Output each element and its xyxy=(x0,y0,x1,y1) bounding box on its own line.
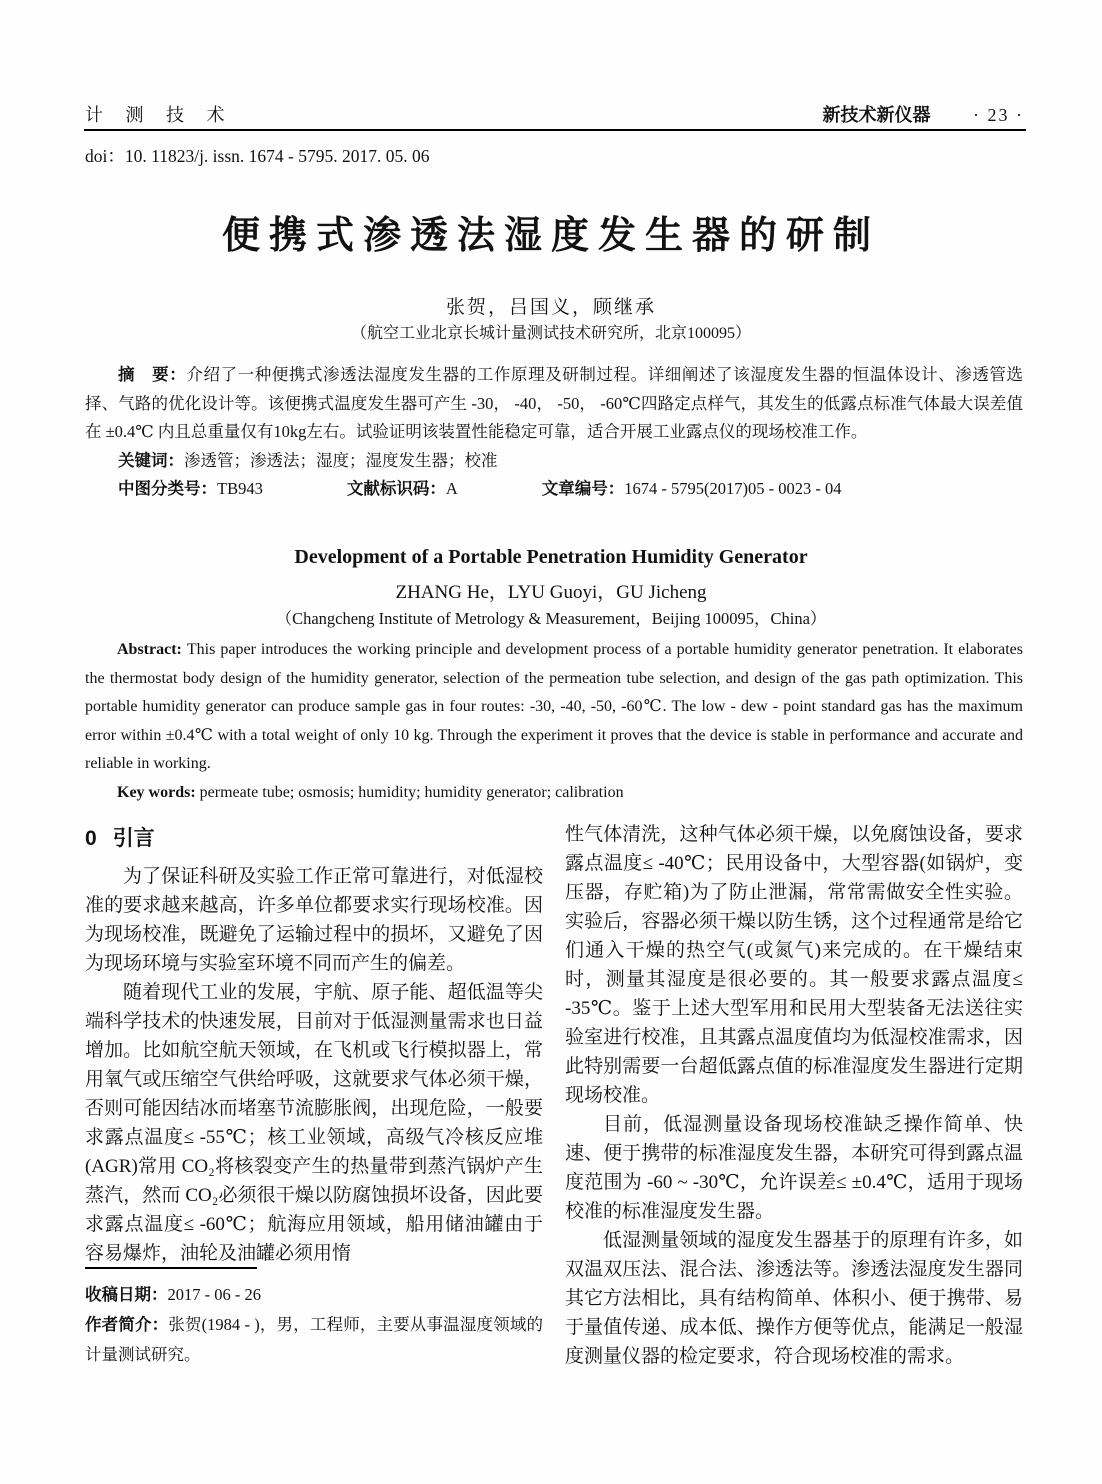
section-heading xyxy=(85,822,543,852)
doc-label: 文献标识码： xyxy=(346,480,446,498)
received-date-line xyxy=(85,1280,543,1310)
clc-label: 中图分类号： xyxy=(118,480,217,498)
page-header xyxy=(85,101,1024,127)
document-code xyxy=(347,479,458,498)
english-meta-block xyxy=(85,636,1023,807)
paragraph: 为了保证科研及实验工作正常可靠进行，对低湿校准的要求越来越高，许多单位都要求实行现场校准。因为现场校准，既避免了运输过程中的损坏，又避免了因为现场环境与实验室环境不同而产生的偏差。 xyxy=(85,866,543,974)
section-title: 引言 xyxy=(112,827,155,850)
article-number xyxy=(542,479,842,498)
affiliation-cn: （航空工业北京长城计量测试技术研究所，北京100095） xyxy=(350,325,751,342)
keywords-text-cn: 渗透管；渗透法；湿度；湿度发生器；校准 xyxy=(184,450,498,470)
keywords-label-cn: 关键词： xyxy=(118,451,184,470)
page-number: · 23 · xyxy=(973,105,1024,125)
doc-code: A xyxy=(445,479,458,498)
article-label: 文章编号： xyxy=(541,480,625,498)
doi-line: doi：10. 11823/j. issn. 1674 - 5795. 2017. 05. 06 xyxy=(85,146,430,166)
keywords-label-en: Key words: xyxy=(117,783,196,801)
received-date: 2017 - 06 - 26 xyxy=(167,1285,261,1304)
body-column-right xyxy=(565,820,1023,1371)
paragraph: 低湿测量领域的湿度发生器基于的原理有许多，如双温双压法、混合法、渗透法等。渗透法湿度发生器同其它方法相比，具有结构简单、体积小、便于携带、易于量值传递、成本低、操作方便等优点，能满足一般湿度测量仪器的检定要求，符合现场校准的需求。 xyxy=(565,1230,1023,1367)
footnote-block xyxy=(85,1280,543,1369)
abstract-label-en: Abstract: xyxy=(117,641,182,658)
clc-number xyxy=(118,479,263,498)
paragraph: 性气体清洗，这种气体必须干燥，以免腐蚀设备，要求露点温度≤ -40℃；民用设备中，大型容器(如锅炉，变压器，存贮箱)为了防止泄漏，常常需做安全性实验。实验后，容器必须干燥以防生锈，这个过程通常是给它们通入干燥的热空气(或氮气)来完成的。在干燥结束时，测量其湿度是很必要的。其一般要求露点温度≤ -35℃。鉴于上述大型军用和民用大型装备无法送往实验室进行校准，且其露点温度值均为低湿校准需求，因此特别需要一台超低露点值的标准湿度发生器进行定期现场校准。 xyxy=(565,824,1023,1106)
journal-name: 计 测 技 术 xyxy=(85,105,234,125)
abstract-cn xyxy=(85,361,1023,447)
abstract-text-en: This paper introduces the working principle and development process of a portable humidity generator penetration. It elaborates the thermostat body design of the humidity generator, selection of the permeation tube selection, and design of the gas path optimization. This portable humidity generator can produce sample gas in four routes: -30, -40, -50, -60℃. The low - dew - point standard gas has the maximum error within ±0.4℃ with a total weight of only 10 kg. Through the experiment it proves that the device is stable in performance and accurate and reliable in working. xyxy=(85,641,1024,772)
article-title-en: Development of a Portable Penetration Humidity Generator xyxy=(294,546,808,568)
affiliation-en: （Changcheng Institute of Metrology & Measurement，Beijing 100095，China） xyxy=(275,609,827,628)
received-label: 收稿日期： xyxy=(85,1286,168,1304)
author-bio-line xyxy=(85,1310,543,1369)
paragraph: 随着现代工业的发展，宇航、原子能、超低温等尖端科学技术的快速发展，目前对于低湿测量需求也日益增加。比如航空航天领域，在飞机或飞行模拟器上，常用氧气或压缩空气供给呼吸，这就要求气体必须干燥，否则可能因结冰而堵塞节流膨胀阀，出现危险，一般要求露点温度≤ -55℃；核工业领域，高级气冷核反应堆(AGR)常用 CO₂将核裂变产生的热量带到蒸汽锅炉产生蒸汽，然而 CO₂必须很干燥以防腐蚀损坏设备，因此要求露点温度≤ -60℃；航海应用领域，船用储油罐由于容易爆炸，油轮及油罐必须用惰 xyxy=(85,982,543,1264)
header-rule xyxy=(84,129,1026,131)
abstract-en xyxy=(85,636,1023,779)
column-name: 新技术新仪器 xyxy=(822,105,931,125)
section-number: 0 xyxy=(85,827,97,850)
authors-en: ZHANG He，LYU Guoyi，GU Jicheng xyxy=(395,582,707,603)
authors-cn: 张贺，吕国义，顾继承 xyxy=(445,297,656,318)
paragraph: 目前，低湿测量设备现场校准缺乏操作简单、快速、便于携带的标准湿度发生器，本研究可得到露点温度范围为 -60 ~ -30℃，允许误差≤ ±0.4℃，适用于现场校准的标准湿度发生器。 xyxy=(565,1114,1023,1222)
keywords-cn xyxy=(85,447,1023,476)
clc-code: TB943 xyxy=(217,479,263,498)
bio-label: 作者简介： xyxy=(85,1316,169,1334)
chinese-meta-block xyxy=(85,361,1023,504)
keywords-text-en: permeate tube; osmosis; humidity; humidity generator; calibration xyxy=(199,783,624,801)
article-title-cn: 便携式渗透法湿度发生器的研制 xyxy=(221,215,880,257)
keywords-en xyxy=(85,779,1023,808)
article-code: 1674 - 5795(2017)05 - 0023 - 04 xyxy=(624,479,842,498)
bio-text: 张贺(1984 - )，男，工程师，主要从事温湿度领域的计量测试研究。 xyxy=(85,1315,544,1364)
classification-line xyxy=(85,475,1023,504)
abstract-label-cn: 摘 要： xyxy=(118,366,187,384)
header-right xyxy=(823,101,1025,127)
abstract-text-cn: 介绍了一种便携式渗透法湿度发生器的工作原理及研制过程。详细阐述了该湿度发生器的恒温体设计、渗透管选择、气路的优化设计等。该便携式温度发生器可产生 -30， -40， -50， -60℃四路定点样气，其发生的低露点标准气体最大误差值在 ±0.4℃ 内且总重量仅有10kg左右。试验证明该装置性能稳定可靠，适合开展工业露点仪的现场校准工作。 xyxy=(85,365,1024,441)
body-column-left xyxy=(85,820,543,1268)
footnote-rule xyxy=(85,1267,257,1269)
